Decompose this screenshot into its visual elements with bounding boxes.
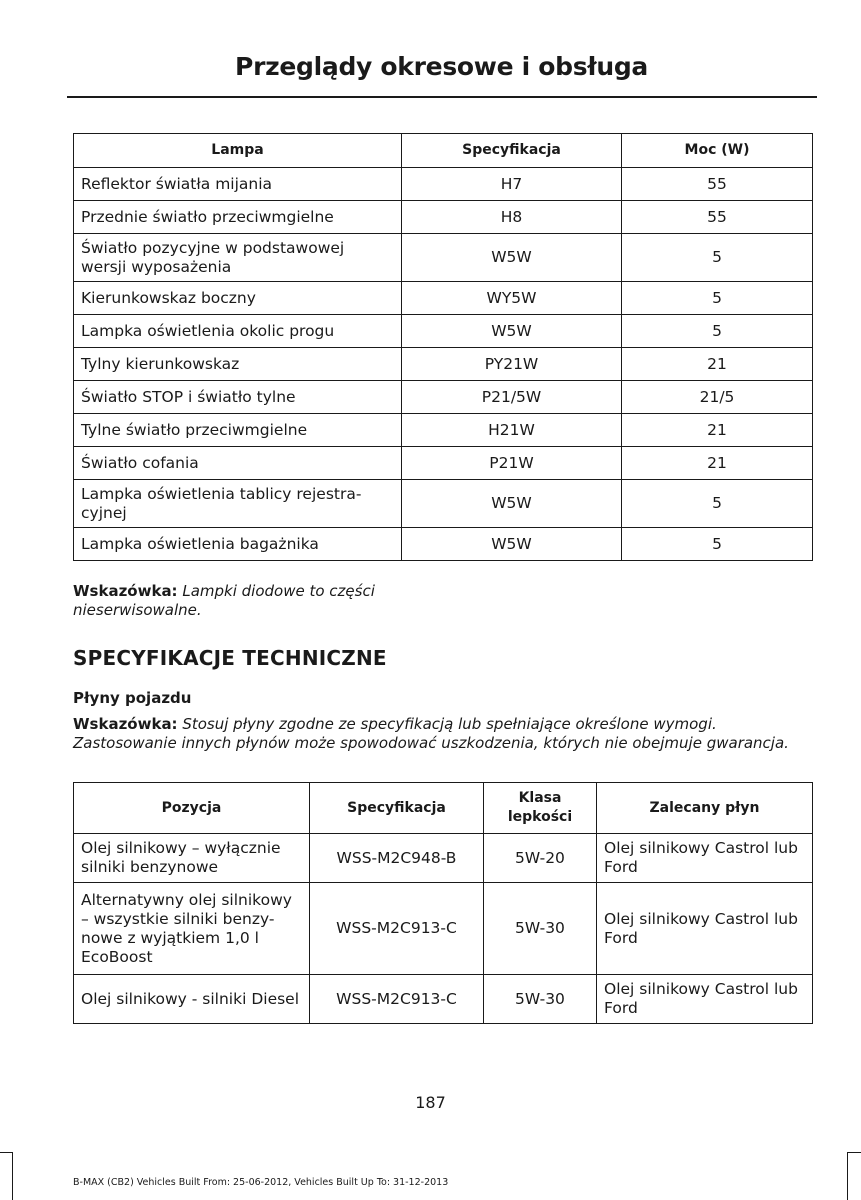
table-header-row <box>74 134 813 168</box>
crop-mark-left-vertical <box>12 1152 13 1200</box>
lamp-table <box>73 133 813 561</box>
power-cell: 5 <box>622 234 813 282</box>
spec-cell: WSS-M2C913-C <box>310 883 484 975</box>
spec-cell: WSS-M2C948-B <box>310 834 484 883</box>
note-fluids <box>73 715 803 753</box>
subheading: Płyny pojazdu <box>73 689 192 707</box>
column-header-spec: Specyfikacja <box>402 134 622 168</box>
spec-cell: P21W <box>402 447 622 480</box>
lamp-cell: Tylne światło przeciwmgielne <box>74 414 402 447</box>
table-row <box>74 282 813 315</box>
lamp-cell: Reflektor światła mijania <box>74 168 402 201</box>
table-row <box>74 480 813 528</box>
item-cell: Alternatywny olej silnikowy – wszystkie silniki benzy-nowe z wyjątkiem 1,0 l EcoBoost <box>74 883 310 975</box>
power-cell: 5 <box>622 480 813 528</box>
lamp-cell: Światło pozycyjne w podstawowej wersji wyposażenia <box>74 234 402 282</box>
lamp-cell: Przednie światło przeciwmgielne <box>74 201 402 234</box>
page-number: 187 <box>415 1093 446 1112</box>
power-cell: 55 <box>622 168 813 201</box>
column-header-item: Pozycja <box>74 783 310 834</box>
power-cell: 21 <box>622 447 813 480</box>
spec-cell: P21/5W <box>402 381 622 414</box>
lamp-cell: Lampka oświetlenia tablicy rejestra-cyjnej <box>74 480 402 528</box>
note-text: Lampki diodowe to części nieserwisowalne. <box>73 582 375 619</box>
lamp-cell: Tylny kierunkowskaz <box>74 348 402 381</box>
crop-mark-right-vertical <box>847 1152 848 1200</box>
viscosity-cell: 5W-30 <box>484 883 597 975</box>
power-cell: 21/5 <box>622 381 813 414</box>
table-row <box>74 348 813 381</box>
fluid-table <box>73 782 813 1024</box>
power-cell: 55 <box>622 201 813 234</box>
page-title: Przeglądy okresowe i obsługa <box>235 52 648 81</box>
spec-cell: W5W <box>402 528 622 561</box>
spec-cell: H21W <box>402 414 622 447</box>
note-text: Stosuj płyny zgodne ze specyfikacją lub spełniające określone wymogi. Zastosowanie innych płynów może spowodować uszkodzenia, których nie obejmuje gwarancja. <box>73 715 789 752</box>
note-label: Wskazówka: <box>73 715 178 733</box>
table-row <box>74 201 813 234</box>
table-row <box>74 234 813 282</box>
power-cell: 21 <box>622 348 813 381</box>
viscosity-cell: 5W-30 <box>484 975 597 1024</box>
note-label: Wskazówka: <box>73 582 178 600</box>
power-cell: 5 <box>622 282 813 315</box>
spec-cell: H7 <box>402 168 622 201</box>
table-row <box>74 975 813 1024</box>
lamp-cell: Światło STOP i światło tylne <box>74 381 402 414</box>
item-cell: Olej silnikowy - silniki Diesel <box>74 975 310 1024</box>
lamp-cell: Kierunkowskaz boczny <box>74 282 402 315</box>
table-header-row <box>74 783 813 834</box>
note-led-lamps <box>73 582 433 620</box>
column-header-lamp: Lampa <box>74 134 402 168</box>
table-row <box>74 381 813 414</box>
crop-mark-left-horizontal <box>0 1152 12 1153</box>
lamp-cell: Lampka oświetlenia okolic progu <box>74 315 402 348</box>
table-row <box>74 528 813 561</box>
table-row <box>74 834 813 883</box>
column-header-power: Moc (W) <box>622 134 813 168</box>
power-cell: 5 <box>622 528 813 561</box>
spec-cell: WY5W <box>402 282 622 315</box>
table-row <box>74 315 813 348</box>
table-row <box>74 447 813 480</box>
crop-mark-right-horizontal <box>848 1152 861 1153</box>
section-heading: SPECYFIKACJE TECHNICZNE <box>73 646 387 670</box>
spec-cell: W5W <box>402 315 622 348</box>
power-cell: 5 <box>622 315 813 348</box>
column-header-fluid: Zalecany płyn <box>597 783 813 834</box>
column-header-viscosity: Klasa lepkości <box>484 783 597 834</box>
item-cell: Olej silnikowy – wyłącznie silniki benzynowe <box>74 834 310 883</box>
footer-text: B-MAX (CB2) Vehicles Built From: 25-06-2012, Vehicles Built Up To: 31-12-2013 <box>73 1177 449 1188</box>
lamp-cell: Lampka oświetlenia bagażnika <box>74 528 402 561</box>
spec-cell: WSS-M2C913-C <box>310 975 484 1024</box>
fluid-cell: Olej silnikowy Castrol lub Ford <box>597 883 813 975</box>
spec-cell: W5W <box>402 234 622 282</box>
spec-cell: H8 <box>402 201 622 234</box>
spec-cell: W5W <box>402 480 622 528</box>
table-row <box>74 883 813 975</box>
power-cell: 21 <box>622 414 813 447</box>
fluid-cell: Olej silnikowy Castrol lub Ford <box>597 834 813 883</box>
table-row <box>74 168 813 201</box>
column-header-spec: Specyfikacja <box>310 783 484 834</box>
title-divider <box>67 96 817 98</box>
viscosity-cell: 5W-20 <box>484 834 597 883</box>
table-row <box>74 414 813 447</box>
spec-cell: PY21W <box>402 348 622 381</box>
fluid-cell: Olej silnikowy Castrol lub Ford <box>597 975 813 1024</box>
lamp-cell: Światło cofania <box>74 447 402 480</box>
